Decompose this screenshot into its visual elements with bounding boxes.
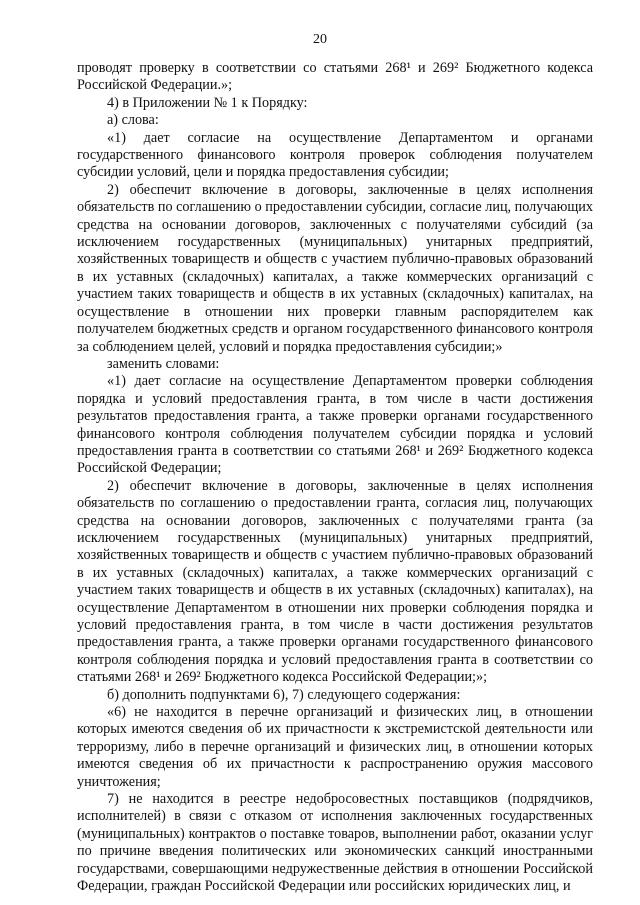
paragraph-8: 2) обеспечит включение в договоры, заключенные в целях исполнения обязательств по соглашению о предоставлении гранта, согласия лиц, получающих средства на основании договоров, заключенных с получателями гранта (за исключением государственных (муниципальных) унитарных предприятий, хозяйственных товариществ и обществ с участием публично-правовых образований в их уставных (складочных) капиталах, а также коммерческих организаций с участием таких товариществ и обществ в их уставных (складочных) капиталах), на осуществление Департаментом в отношении них проверки соблюдения порядка и условий предоставления гранта, в том числе в части достижения результатов предоставления гранта, а также проверки органами государственного финансового контроля соблюдения порядка и условий предоставления гранта в соответствии со статьями 268¹ и 269² Бюджетного кодекса Российской Федерации;»; [77, 477, 593, 686]
page-number: 20 [313, 32, 327, 47]
document-body [77, 60, 593, 896]
paragraph-1: проводят проверку в соответствии со статьями 268¹ и 269² Бюджетного кодекса Российской Федерации.»; [77, 60, 593, 94]
paragraph-3: а) слова: [107, 112, 159, 129]
paragraph-11: 7) не находится в реестре недобросовестных поставщиков (подрядчиков, исполнителей) в связи с отказом от исполнения заключенных государственных (муниципальных) контрактов о поставке товаров, выполнении работ, оказании услуг по причине введения политических или экономических санкций иностранными государствами, совершающими недружественные действия в отношении Российской Федерации, граждан Российской Федерации или российских юридических лиц, и [77, 791, 593, 895]
paragraph-10: «6) не находится в перечне организаций и физических лиц, в отношении которых имеются сведения об их причастности к экстремистской деятельности или терроризму, либо в перечне организаций и физических лиц, в отношении которых имеются сведения об их причастности к распространению оружия массового уничтожения; [77, 704, 593, 790]
paragraph-4: «1) дает согласие на осуществление Департаментом и органами государственного финансового контроля проверок соблюдения получателем субсидии условий, цели и порядка предоставления субсидии; [77, 129, 593, 181]
paragraph-6: заменить словами: [107, 355, 220, 372]
paragraph-7: «1) дает согласие на осуществление Департаментом проверки соблюдения порядка и условий предоставления гранта, в том числе в части достижения результатов предоставления гранта, а также проверки органами государственного финансового контроля соблюдения получателем субсидии порядка и условий предоставления гранта в соответствии со статьями 268¹ и 269² Бюджетного кодекса Российской Федерации; [77, 373, 593, 477]
paragraph-2: 4) в Приложении № 1 к Порядку: [107, 94, 308, 111]
paragraph-5: 2) обеспечит включение в договоры, заключенные в целях исполнения обязательств по соглашению о предоставлении субсидии, согласие лиц, получающих средства на основании договоров, заключенных с получателями субсидий (за исключением государственных (муниципальных) унитарных предприятий, хозяйственных товариществ и обществ с участием публично-правовых образований в их уставных (складочных) капиталах, а также коммерческих организаций с участием таких товариществ и обществ в их уставных (складочных) капиталах, на осуществление в отношении них проверки главным распорядителем как получателем бюджетных средств и органом государственного финансового контроля за соблюдением целей, условий и порядка предоставления субсидии;» [77, 181, 593, 355]
paragraph-9: б) дополнить подпунктами 6), 7) следующего содержания: [107, 686, 461, 703]
